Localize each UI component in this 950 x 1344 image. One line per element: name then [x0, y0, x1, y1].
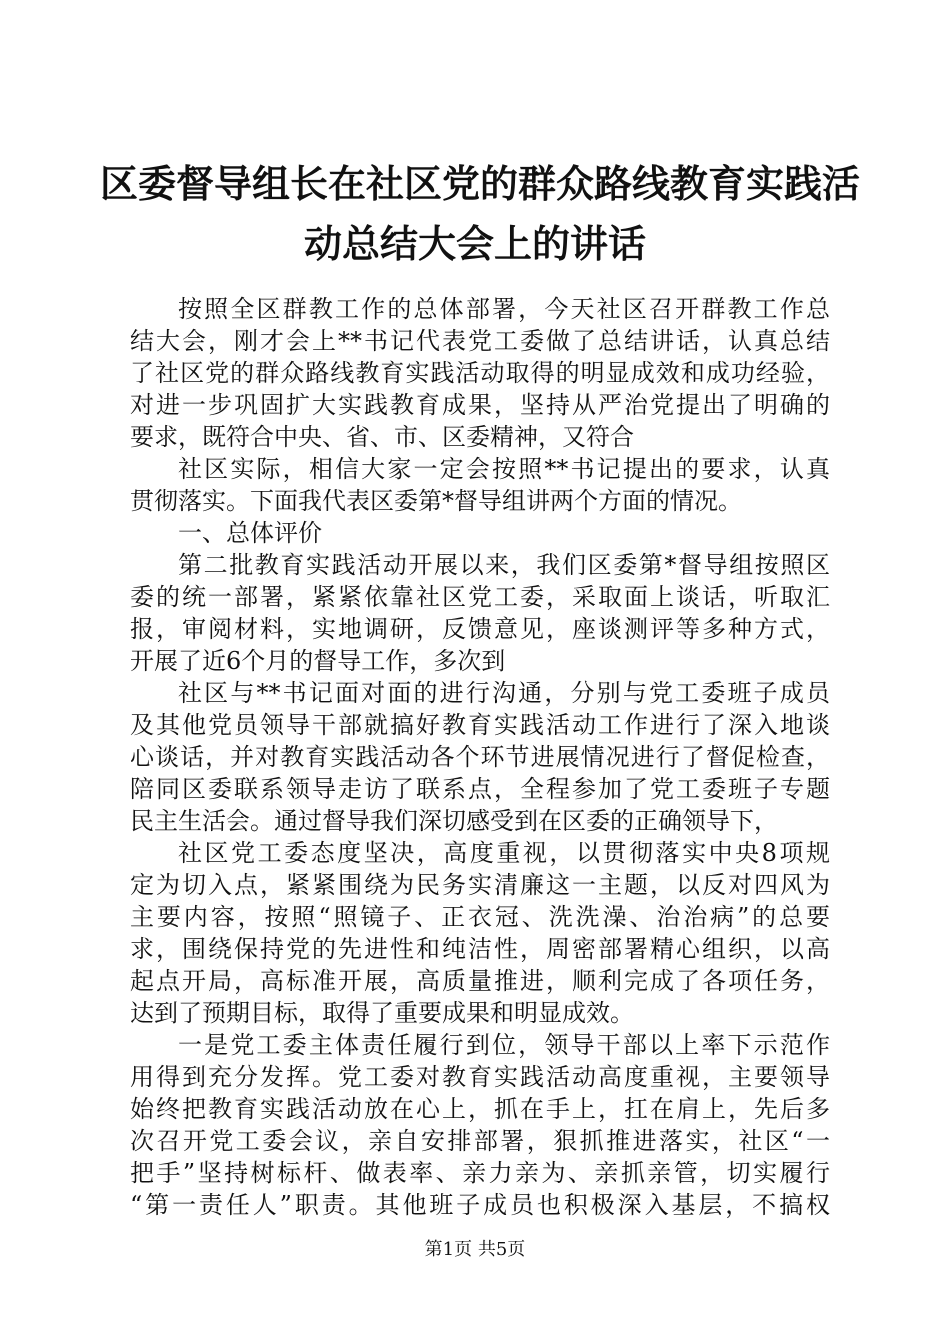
page-footer: 第1页 共5页: [424, 1239, 526, 1260]
body-text-line: 社区实际，相信大家一定会按照**书记提出的要求，认真: [178, 455, 830, 483]
body-text-line: 要求，既符合中央、省、市、区委精神，又符合: [130, 423, 634, 451]
body-text-line: 一、总体评价: [178, 519, 322, 547]
body-text-line: 及其他党员领导干部就搞好教育实践活动工作进行了深入地谈: [130, 711, 830, 739]
body-text-line: 一是党工委主体责任履行到位，领导干部以上率下示范作: [178, 1031, 830, 1059]
body-text-line: 开展了近6个月的督导工作，多次到: [130, 647, 506, 675]
body-text-line: 达到了预期目标，取得了重要成果和明显成效。: [130, 999, 634, 1027]
body-text-line: 起点开局，高标准开展，高质量推进，顺利完成了各项任务，: [130, 967, 830, 995]
body-text-line: 心谈话，并对教育实践活动各个环节进展情况进行了督促检查，: [130, 743, 830, 771]
body-text-line: 了社区党的群众路线教育实践活动取得的明显成效和成功经验，: [130, 359, 830, 387]
document-title-line-1: 区委督导组长在社区党的群众路线教育实践活: [100, 162, 861, 206]
body-text-line: 求，围绕保持党的先进性和纯洁性，周密部署精心组织，以高: [130, 935, 830, 963]
body-text-line: 用得到充分发挥。党工委对教育实践活动高度重视，主要领导: [130, 1063, 830, 1091]
body-text-line: 对进一步巩固扩大实践教育成果，坚持从严治党提出了明确的: [130, 391, 830, 419]
body-text-line: 结大会，刚才会上**书记代表党工委做了总结讲话，认真总结: [130, 327, 830, 355]
body-text-line: 主要内容，按照“照镜子、正衣冠、洗洗澡、治治病”的总要: [130, 903, 830, 931]
body-text-line: 按照全区群教工作的总体部署，今天社区召开群教工作总: [178, 295, 830, 323]
body-text-line: 贯彻落实。下面我代表区委第*督导组讲两个方面的情况。: [130, 487, 742, 515]
body-text-line: “第一责任人”职责。其他班子成员也积极深入基层，不搞权: [130, 1191, 830, 1219]
document-body: [130, 293, 830, 1221]
body-text-line: 陪同区委联系领导走访了联系点，全程参加了党工委班子专题: [130, 775, 830, 803]
document-title-line-2: 动总结大会上的讲话: [303, 222, 646, 266]
body-text-line: 委的统一部署，紧紧依靠社区党工委，采取面上谈话，听取汇: [130, 583, 830, 611]
body-text-line: 定为切入点，紧紧围绕为民务实清廉这一主题，以反对四风为: [130, 871, 830, 899]
body-text-line: 次召开党工委会议，亲自安排部署，狠抓推进落实，社区“一: [130, 1127, 830, 1155]
body-text-line: 始终把教育实践活动放在心上，抓在手上，扛在肩上，先后多: [130, 1095, 830, 1123]
body-text-line: 把手”坚持树标杆、做表率、亲力亲为、亲抓亲管，切实履行: [130, 1159, 830, 1187]
body-text-line: 社区与**书记面对面的进行沟通，分别与党工委班子成员: [178, 679, 830, 707]
body-text-line: 社区党工委态度坚决，高度重视，以贯彻落实中央8项规: [178, 839, 830, 867]
body-text-line: 民主生活会。通过督导我们深切感受到在区委的正确领导下，: [130, 807, 778, 835]
body-text-line: 第二批教育实践活动开展以来，我们区委第*督导组按照区: [178, 551, 830, 579]
body-text-line: 报，审阅材料，实地调研，反馈意见，座谈测评等多种方式，: [130, 615, 830, 643]
